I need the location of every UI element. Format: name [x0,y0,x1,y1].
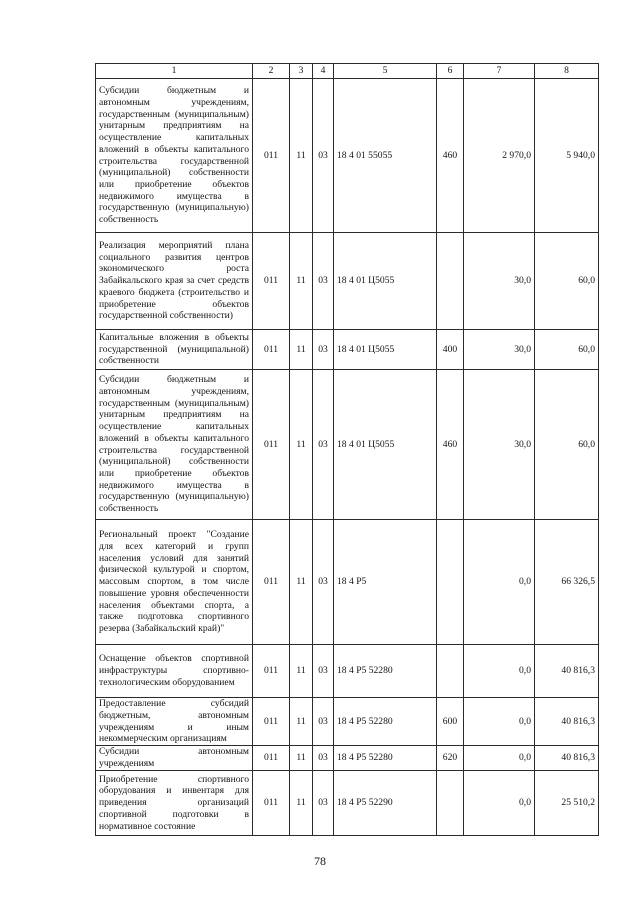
amount-col-7: 0,0 [464,698,535,746]
subsection-code: 03 [313,79,334,233]
admin-code: 011 [253,771,290,836]
amount-col-8: 60,0 [535,330,599,370]
amount-col-8: 40 816,3 [535,746,599,771]
admin-code: 011 [253,746,290,771]
item-name: Субсидии автономным учреждениям [96,746,253,771]
column-header: 7 [464,64,535,79]
admin-code: 011 [253,698,290,746]
admin-code: 011 [253,233,290,330]
column-header: 1 [96,64,253,79]
expense-type-code [437,771,464,836]
amount-col-7: 0,0 [464,746,535,771]
target-article-code: 18 4 P5 [334,520,437,645]
subsection-code: 03 [313,370,334,520]
amount-col-8: 60,0 [535,233,599,330]
table-row [96,520,599,645]
subsection-code: 03 [313,645,334,698]
target-article-code: 18 4 01 55055 [334,79,437,233]
item-name: Реализация мероприятий плана социального развития центров экономического роста Забайкальского края за счет средств краевого бюджета (строительство и приобретение объектов государственной собственности) [96,233,253,330]
subsection-code: 03 [313,698,334,746]
amount-col-7: 30,0 [464,233,535,330]
amount-col-7: 30,0 [464,370,535,520]
expense-type-code [437,520,464,645]
target-article-code: 18 4 P5 52280 [334,746,437,771]
target-article-code: 18 4 P5 52290 [334,771,437,836]
column-header: 2 [253,64,290,79]
table-row [96,370,599,520]
admin-code: 011 [253,79,290,233]
expense-type-code: 620 [437,746,464,771]
table-row [96,645,599,698]
amount-col-8: 60,0 [535,370,599,520]
column-header: 3 [290,64,313,79]
table-header-row [96,64,599,79]
table-row [96,771,599,836]
expense-type-code: 460 [437,370,464,520]
item-name: Оснащение объектов спортивной инфраструктуры спортивно-технологическим оборудованием [96,645,253,698]
subsection-code: 03 [313,771,334,836]
amount-col-8: 40 816,3 [535,698,599,746]
amount-col-7: 0,0 [464,771,535,836]
expense-type-code [437,233,464,330]
target-article-code: 18 4 P5 52280 [334,698,437,746]
subsection-code: 03 [313,520,334,645]
subsection-code: 03 [313,746,334,771]
item-name: Субсидии бюджетным и автономным учреждениям, государственным (муниципальным) унитарным предприятиям на осуществление капитальных вложений в объекты капитального строительства государственной (муниципальной) собственности или приобретение объектов недвижимого имущества в государственную (муниципальную) собственность [96,79,253,233]
table-row [96,233,599,330]
table-row [96,698,599,746]
section-code: 11 [290,771,313,836]
section-code: 11 [290,698,313,746]
section-code: 11 [290,79,313,233]
amount-col-8: 40 816,3 [535,645,599,698]
expense-type-code: 460 [437,79,464,233]
target-article-code: 18 4 01 Ц5055 [334,330,437,370]
section-code: 11 [290,645,313,698]
amount-col-7: 2 970,0 [464,79,535,233]
admin-code: 011 [253,520,290,645]
table-row [96,330,599,370]
item-name: Предоставление субсидий бюджетным, автономным учреждениям и иным некоммерческим организациям [96,698,253,746]
column-header: 8 [535,64,599,79]
item-name: Региональный проект "Создание для всех категорий и групп населения условий для занятий физической культурой и спортом, массовым спортом, в том числе повышение уровня обеспеченности населения объектами спорта, а также подготовка спортивного резерва (Забайкальский край)" [96,520,253,645]
amount-col-7: 30,0 [464,330,535,370]
subsection-code: 03 [313,233,334,330]
section-code: 11 [290,370,313,520]
admin-code: 011 [253,645,290,698]
amount-col-8: 5 940,0 [535,79,599,233]
subsection-code: 03 [313,330,334,370]
target-article-code: 18 4 01 Ц5055 [334,233,437,330]
admin-code: 011 [253,330,290,370]
expense-type-code: 600 [437,698,464,746]
column-header: 5 [334,64,437,79]
section-code: 11 [290,746,313,771]
amount-col-7: 0,0 [464,645,535,698]
amount-col-8: 66 326,5 [535,520,599,645]
target-article-code: 18 4 01 Ц5055 [334,370,437,520]
table-row [96,746,599,771]
item-name: Субсидии бюджетным и автономным учреждениям, государственным (муниципальным) унитарным предприятиям на осуществление капитальных вложений в объекты капитального строительства государственной (муниципальной) собственности или приобретение объектов недвижимого имущества в государственную (муниципальную) собственность [96,370,253,520]
item-name: Капитальные вложения в объекты государственной (муниципальной) собственности [96,330,253,370]
amount-col-7: 0,0 [464,520,535,645]
expense-type-code [437,645,464,698]
item-name: Приобретение спортивного оборудования и инвентаря для приведения организаций спортивной подготовки в нормативное состояние [96,771,253,836]
page-number: 78 [314,854,326,868]
column-header: 6 [437,64,464,79]
expense-type-code: 400 [437,330,464,370]
section-code: 11 [290,330,313,370]
target-article-code: 18 4 P5 52280 [334,645,437,698]
section-code: 11 [290,520,313,645]
section-code: 11 [290,233,313,330]
table-row [96,79,599,233]
amount-col-8: 25 510,2 [535,771,599,836]
budget-table [95,63,599,836]
admin-code: 011 [253,370,290,520]
column-header: 4 [313,64,334,79]
